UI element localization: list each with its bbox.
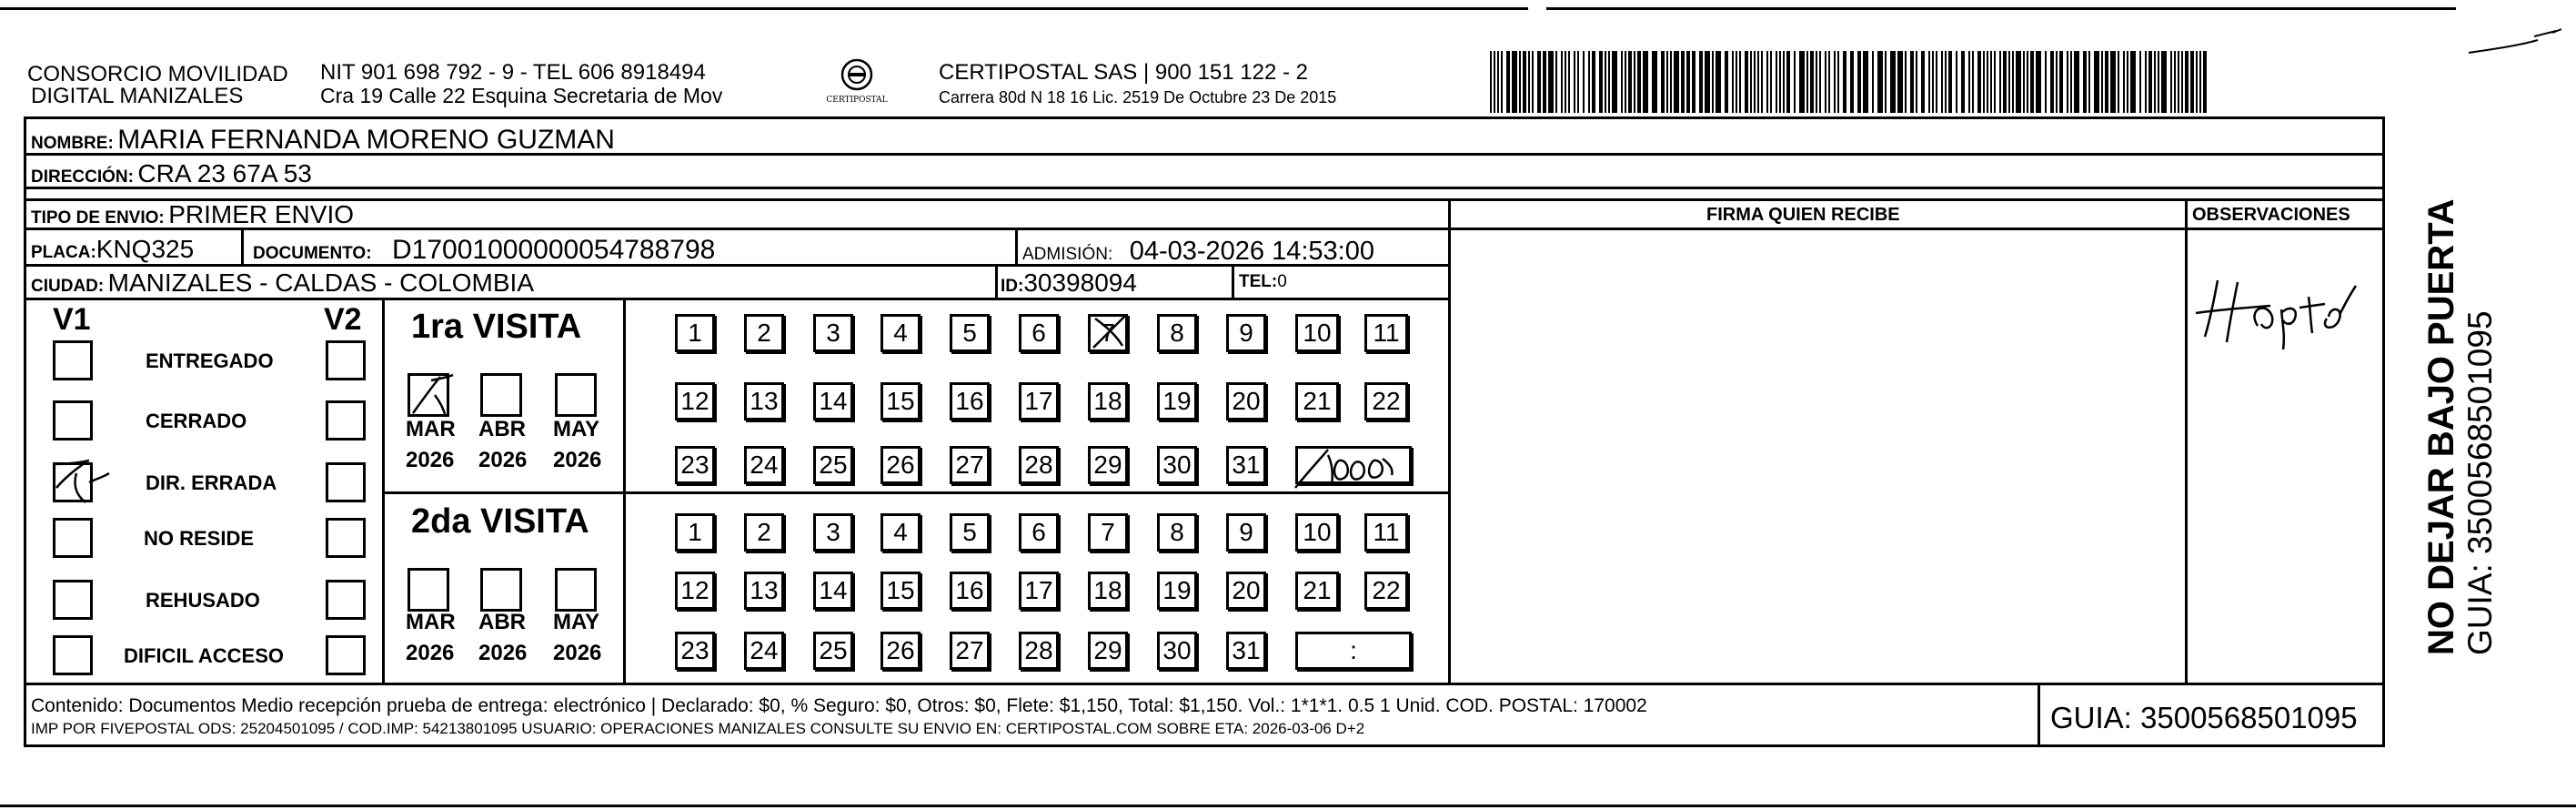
col-line [2185, 198, 2188, 684]
visit2-day-box[interactable]: 3 [813, 513, 853, 552]
visit1-day-box[interactable]: 4 [880, 314, 921, 352]
visit2-day-box[interactable]: 2 [744, 513, 784, 552]
row-line [382, 491, 1451, 494]
tel-label: TEL: [1239, 272, 1278, 291]
top-edge-line [0, 7, 1528, 10]
v1-checkbox-rehusado[interactable] [53, 580, 93, 620]
month-label: MAY [553, 417, 600, 441]
handwritten-time [1292, 442, 1412, 493]
visit2-month-box-may[interactable] [555, 568, 597, 612]
company-name-line2: DIGITAL MANIZALES [31, 84, 244, 108]
footer-guia: GUIA: 3500568501095 [2050, 701, 2358, 734]
row-line [24, 228, 2385, 230]
visit2-day-box[interactable]: 10 [1295, 513, 1339, 552]
visit2-month-box-mar[interactable] [408, 568, 449, 612]
top-edge-line-right [1546, 7, 2456, 10]
svg-text:1030: 1030 [1292, 442, 1294, 443]
visit2-day-box[interactable]: 31 [1226, 632, 1266, 670]
documento-label: DOCUMENTO: [253, 244, 372, 263]
year-label: 2026 [406, 448, 455, 472]
visit1-day-box[interactable]: 20 [1226, 382, 1266, 420]
visit1-day-box[interactable]: 27 [950, 446, 990, 484]
visit1-day-box[interactable]: 1 [675, 314, 715, 352]
visit1-day-box[interactable]: 9 [1226, 314, 1266, 352]
handwritten-observation [2183, 273, 2365, 355]
form-frame [24, 116, 2385, 747]
admision-label: ADMISIÓN: [1022, 245, 1113, 264]
visit2-day-box[interactable]: 1 [675, 513, 715, 552]
tel-value: 0 [1277, 272, 1287, 291]
visit1-day-box[interactable]: 17 [1019, 382, 1059, 420]
visit2-day-box[interactable]: 12 [675, 572, 715, 610]
visit1-day-box[interactable]: 16 [950, 382, 990, 420]
side-warning: NO DEJAR BAJO PUERTA [2421, 198, 2461, 655]
visit2-day-box[interactable]: 13 [744, 572, 784, 610]
month-label: ABR [478, 610, 526, 634]
month-label: MAR [406, 417, 456, 441]
visit1-day-box[interactable]: 23 [675, 446, 715, 484]
row-line [24, 298, 1450, 300]
nombre-label: NOMBRE: [31, 134, 114, 153]
visit1-day-box[interactable]: 29 [1088, 446, 1128, 484]
visit2-day-box[interactable]: 27 [950, 632, 990, 670]
visit2-day-box[interactable]: 9 [1226, 513, 1266, 552]
visit2-day-box[interactable]: 5 [950, 513, 990, 552]
direccion-value: CRA 23 67A 53 [137, 159, 312, 187]
barcode [1488, 51, 2210, 113]
check-mark-icon [404, 368, 458, 422]
imp-text: IMP POR FIVEPOSTAL ODS: 25204501095 / COD.IMP: 54213801095 USUARIO: OPERACIONES MANIZALES CONSULTE SU ENVIO EN: CERTIPOSTAL.COM SOBRE ETA: 2026-03-06 D+2 [31, 720, 1365, 737]
visit1-day-box[interactable]: 11 [1364, 314, 1408, 352]
check-mark-icon [49, 455, 113, 510]
id-value: 30398094 [1023, 268, 1137, 297]
address-line: Cra 19 Calle 22 Esquina Secretaria de Mov [320, 84, 723, 107]
nombre-value: MARIA FERNANDA MORENO GUZMAN [117, 125, 615, 155]
svg-text:CERTIPOSTAL: CERTIPOSTAL [826, 96, 888, 105]
courier-address: Carrera 80d N 18 16 Lic. 2519 De Octubre 23 De 2015 [939, 88, 1337, 106]
visit2-time-box[interactable]: : [1295, 632, 1412, 670]
month-label: MAR [406, 610, 456, 634]
col-line [2038, 683, 2040, 747]
row-line [24, 187, 2385, 189]
status-label-cerrado: CERRADO [146, 410, 247, 432]
contenido-text: Contenido: Documentos Medio recepción prueba de entrega: electrónico | Declarado: $0, % Seguro: $0, Otros: $0, Flete: $1,150, Total: $1,150. Vol.: 1*1*1. 0.5 1 Unid. COD. POSTAL: 170002 [31, 695, 1647, 716]
visit1-month-box-abr[interactable] [480, 373, 522, 417]
v2-label: V2 [324, 302, 362, 337]
v1-checkbox-dificil-acceso[interactable] [53, 635, 93, 675]
tipo-label: TIPO DE ENVIO: [31, 208, 165, 228]
id-label: ID: [1001, 277, 1024, 296]
v2-checkbox-no-reside[interactable] [326, 518, 366, 558]
documento-value: D17001000000054788798 [392, 235, 716, 265]
year-label: 2026 [553, 448, 602, 472]
placa-value: KNQ325 [96, 235, 195, 263]
v1-label: V1 [53, 302, 91, 337]
admision-value: 04-03-2026 14:53:00 [1129, 237, 1374, 266]
certipostal-logo [820, 56, 893, 111]
ciudad-label: CIUDAD: [31, 277, 105, 296]
visit2-day-box[interactable]: 30 [1157, 632, 1197, 670]
visit2-month-box-abr[interactable] [480, 568, 522, 612]
company-name-line1: CONSORCIO MOVILIDAD [27, 62, 288, 86]
direccion-label: DIRECCIÓN: [31, 167, 134, 187]
bottom-edge-line [0, 805, 2576, 807]
visit1-day-box[interactable]: 2 [744, 314, 784, 352]
year-label: 2026 [478, 448, 528, 472]
pen-mark [2465, 25, 2565, 62]
visit1-day-box[interactable]: 19 [1157, 382, 1197, 420]
visit1-day-box[interactable]: 5 [950, 314, 990, 352]
visit2-day-box[interactable]: 17 [1019, 572, 1059, 610]
v1-checkbox-cerrado[interactable] [53, 400, 93, 440]
visit1-day-box[interactable]: 18 [1088, 382, 1128, 420]
col-line [241, 228, 244, 266]
visit2-day-box[interactable]: 25 [813, 632, 853, 670]
visit1-day-box[interactable]: 8 [1157, 314, 1197, 352]
check-mark-icon [1082, 309, 1133, 355]
status-label-no-reside: NO RESIDE [144, 527, 255, 550]
visit2-day-box[interactable]: 18 [1088, 572, 1128, 610]
col-line [1448, 198, 1451, 684]
visit1-day-box[interactable]: 15 [880, 382, 921, 420]
visit1-day-box[interactable]: 7 [1088, 314, 1128, 352]
visit2-day-box[interactable]: 7 [1088, 513, 1128, 552]
visit2-day-box[interactable]: 11 [1364, 513, 1408, 552]
month-label: MAY [553, 610, 600, 634]
col-line [995, 264, 998, 299]
row-line [24, 198, 2385, 201]
visit1-day-box[interactable]: 25 [813, 446, 853, 484]
observaciones-header: OBSERVACIONES [2192, 205, 2350, 225]
firma-header: FIRMA QUIEN RECIBE [1706, 205, 1900, 225]
second-visit-title: 2da VISITA [411, 502, 589, 541]
v2-checkbox-dificil-acceso[interactable] [326, 635, 366, 675]
visit1-day-box[interactable]: 31 [1226, 446, 1266, 484]
visit1-day-box[interactable]: 26 [880, 446, 921, 484]
visit1-day-box[interactable]: 21 [1295, 382, 1339, 420]
status-label-rehusado: REHUSADO [146, 589, 260, 612]
visit2-day-box[interactable]: 26 [880, 632, 921, 670]
visit1-day-box[interactable]: 10 [1295, 314, 1339, 352]
visit1-day-box[interactable]: 28 [1019, 446, 1059, 484]
nit-line: NIT 901 698 792 - 9 - TEL 606 8918494 [320, 60, 706, 85]
placa-label: PLACA: [31, 243, 96, 262]
v2-checkbox-entregado[interactable] [326, 340, 366, 380]
visit2-day-box[interactable]: 29 [1088, 632, 1128, 670]
status-label-entregado: ENTREGADO [146, 349, 274, 372]
ciudad-value: MANIZALES - CALDAS - COLOMBIA [107, 268, 534, 297]
visit2-day-box[interactable]: 16 [950, 572, 990, 610]
visit2-day-box[interactable]: 24 [744, 632, 784, 670]
visit1-day-box[interactable]: 22 [1364, 382, 1408, 420]
col-line [1015, 228, 1018, 266]
col-line [1232, 264, 1234, 299]
visit1-day-box[interactable]: 3 [813, 314, 853, 352]
tipo-value: PRIMER ENVIO [168, 200, 355, 228]
visit1-day-box[interactable]: 24 [744, 446, 784, 484]
status-label-dificil-acceso: DIFICIL ACCESO [124, 644, 285, 667]
v1-checkbox-no-reside[interactable] [53, 518, 93, 558]
v1-checkbox-entregado[interactable] [53, 340, 93, 380]
year-label: 2026 [553, 641, 602, 665]
visit2-day-box[interactable]: 19 [1157, 572, 1197, 610]
v2-checkbox-dir-errada[interactable] [326, 462, 366, 502]
v2-checkbox-cerrado[interactable] [326, 400, 366, 440]
visit2-day-box[interactable]: 22 [1364, 572, 1408, 610]
visit1-day-box[interactable]: 12 [675, 382, 715, 420]
visit2-day-box[interactable]: 4 [880, 513, 921, 552]
visit2-day-box[interactable]: 21 [1295, 572, 1339, 610]
visit2-day-box[interactable]: 8 [1157, 513, 1197, 552]
visit1-day-box[interactable]: 6 [1019, 314, 1059, 352]
visit2-day-box[interactable]: 15 [880, 572, 921, 610]
visit2-day-box[interactable]: 28 [1019, 632, 1059, 670]
svg-text:Hapto: Hapto [2183, 273, 2186, 274]
visit1-month-box-may[interactable] [555, 373, 597, 417]
month-label: ABR [478, 417, 526, 441]
courier-line: CERTIPOSTAL SAS | 900 151 122 - 2 [939, 60, 1308, 85]
visit2-day-box[interactable]: 6 [1019, 513, 1059, 552]
visit1-day-box[interactable]: 30 [1157, 446, 1197, 484]
visit2-day-box[interactable]: 20 [1226, 572, 1266, 610]
status-label-dir-errada: DIR. ERRADA [146, 471, 277, 494]
first-visit-title: 1ra VISITA [411, 308, 582, 346]
visit2-day-box[interactable]: 14 [813, 572, 853, 610]
year-label: 2026 [478, 641, 528, 665]
visit2-day-box[interactable]: 23 [675, 632, 715, 670]
visit1-day-box[interactable]: 14 [813, 382, 853, 420]
row-line [24, 683, 2385, 685]
v2-checkbox-rehusado[interactable] [326, 580, 366, 620]
year-label: 2026 [406, 641, 455, 665]
visit1-day-box[interactable]: 13 [744, 382, 784, 420]
side-guia: GUIA: 3500568501095 [2461, 310, 2499, 655]
